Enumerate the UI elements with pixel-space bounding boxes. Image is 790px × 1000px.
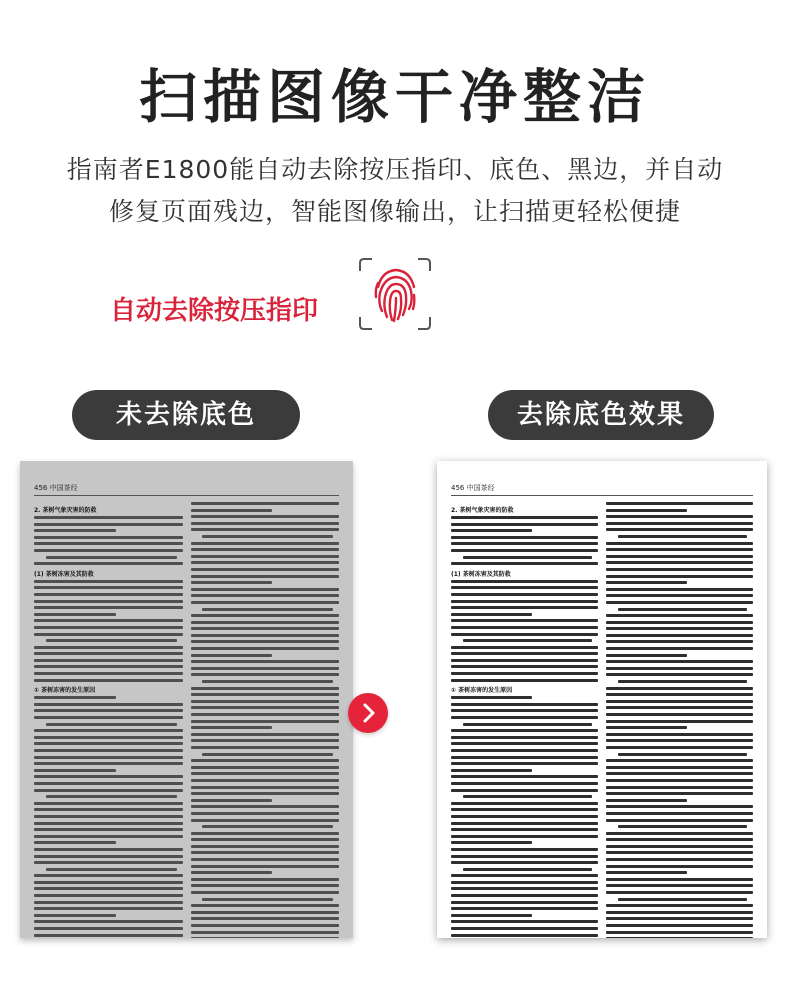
text-line (451, 679, 598, 682)
text-line (451, 729, 598, 732)
text-line (606, 548, 753, 551)
text-line (202, 825, 333, 828)
text-line (34, 652, 183, 655)
text-line (451, 633, 598, 636)
text-line (451, 828, 598, 831)
text-line (451, 696, 532, 699)
text-line (34, 580, 183, 583)
text-line (451, 536, 598, 539)
text-line (606, 759, 753, 762)
text-line (191, 865, 340, 868)
text-line (606, 746, 753, 749)
text-line (451, 580, 598, 583)
text-line (191, 931, 340, 934)
text-line (34, 822, 183, 825)
text-line (191, 871, 273, 874)
text-line (606, 654, 687, 657)
text-line (191, 812, 340, 815)
text-line (606, 733, 753, 736)
text-line (451, 881, 598, 884)
text-line (451, 914, 532, 917)
text-line (191, 673, 340, 676)
text-line (606, 581, 687, 584)
text-line (606, 904, 753, 907)
document-after (437, 461, 767, 938)
text-line (606, 766, 753, 769)
text-line (34, 626, 183, 629)
text-line (451, 749, 598, 752)
text-line (34, 516, 183, 519)
text-line (191, 667, 340, 670)
text-line (451, 665, 598, 668)
text-line (191, 706, 340, 709)
text-line (34, 789, 183, 792)
text-line (451, 736, 598, 739)
text-line (606, 667, 753, 670)
fingerprint-label: 自动去除按压指印 (110, 296, 319, 326)
text-line (451, 716, 598, 719)
chevron-right-icon (348, 693, 388, 733)
text-line (451, 659, 598, 662)
text-line (34, 586, 183, 589)
text-line (34, 769, 116, 772)
text-line (606, 832, 753, 835)
text-line (606, 819, 753, 822)
text-line (451, 586, 598, 589)
text-line (451, 775, 598, 778)
text-line (451, 841, 532, 844)
text-line (191, 654, 273, 657)
text-line (191, 640, 340, 643)
text-line (451, 593, 598, 596)
doc-column-right (191, 502, 340, 938)
text-line (606, 588, 753, 591)
text-line (606, 739, 753, 742)
text-line (34, 802, 183, 805)
text-line (191, 660, 340, 663)
text-line (606, 845, 753, 848)
text-line (606, 805, 753, 808)
text-line (606, 502, 753, 505)
text-line (606, 858, 753, 861)
text-line (606, 528, 753, 531)
text-line (606, 937, 753, 938)
text-line (191, 792, 340, 795)
text-line (451, 802, 598, 805)
text-line (34, 613, 116, 616)
text-line (606, 561, 753, 564)
text-line (606, 838, 753, 841)
text-line (191, 548, 340, 551)
text-line (34, 679, 183, 682)
text-line (46, 868, 177, 871)
text-line (451, 927, 598, 930)
text-line (46, 556, 177, 559)
text-line (191, 509, 273, 512)
text-line (451, 703, 598, 706)
text-line (34, 920, 183, 923)
text-line (606, 931, 753, 934)
text-line (606, 509, 687, 512)
document-before (20, 461, 353, 938)
text-line (191, 937, 340, 938)
text-line (46, 795, 177, 798)
text-line (34, 907, 183, 910)
text-line (191, 832, 340, 835)
text-line (191, 528, 340, 531)
text-line (191, 693, 340, 696)
text-line (606, 799, 687, 802)
text-line (606, 911, 753, 914)
text-line (618, 825, 747, 828)
text-line (463, 639, 592, 642)
text-line (618, 898, 747, 901)
doc-header: 456 中国茶经 (34, 483, 339, 496)
text-line (34, 934, 183, 937)
text-line (451, 549, 598, 552)
text-line (34, 775, 183, 778)
subtitle-line-1: 指南者E1800能自动去除按压指印、底色、黑边，并自动 (66, 155, 724, 184)
text-line (606, 851, 753, 854)
text-line (191, 575, 340, 578)
text-line (606, 673, 753, 676)
text-line (34, 815, 183, 818)
text-line (451, 874, 598, 877)
text-line (618, 753, 747, 756)
text-line (34, 762, 183, 765)
text-line (451, 529, 532, 532)
text-line (451, 848, 598, 851)
text-line (606, 634, 753, 637)
text-line (451, 672, 598, 675)
doc-heading: 2. 茶树气象灾害的防救 (451, 507, 514, 514)
text-line (34, 782, 183, 785)
text-line (451, 619, 598, 622)
text-line (191, 720, 340, 723)
text-line (618, 608, 747, 611)
text-line (191, 904, 340, 907)
text-line (606, 700, 753, 703)
text-line (34, 841, 116, 844)
text-line (451, 769, 532, 772)
text-line (191, 779, 340, 782)
text-line (191, 772, 340, 775)
text-line (34, 894, 183, 897)
text-line (606, 812, 753, 815)
text-line (606, 555, 753, 558)
doc-column-right (606, 502, 753, 938)
text-line (606, 917, 753, 920)
text-line (451, 613, 532, 616)
text-line (34, 696, 116, 699)
text-line (451, 887, 598, 890)
fingerprint-icon (358, 257, 432, 331)
text-line (606, 614, 753, 617)
text-line (451, 523, 598, 526)
doc-column-left (451, 502, 598, 938)
text-line (618, 535, 747, 538)
text-line (451, 516, 598, 519)
text-line (451, 822, 598, 825)
text-line (191, 726, 273, 729)
text-line (202, 535, 333, 538)
text-line (191, 581, 273, 584)
text-line (34, 887, 183, 890)
text-line (34, 861, 183, 864)
text-line (463, 868, 592, 871)
text-line (451, 920, 598, 923)
text-line (606, 542, 753, 545)
text-line (451, 652, 598, 655)
text-line (191, 851, 340, 854)
text-line (34, 665, 183, 668)
text-line (191, 786, 340, 789)
text-line (191, 621, 340, 624)
text-line (451, 562, 598, 565)
doc-heading: (1) 茶树冻害及其防救 (451, 570, 511, 578)
text-line (606, 792, 753, 795)
doc-column-left (34, 502, 183, 938)
text-line (451, 861, 598, 864)
text-line (46, 723, 177, 726)
text-line (34, 646, 183, 649)
text-line (606, 621, 753, 624)
text-line (451, 855, 598, 858)
text-line (34, 659, 183, 662)
text-line (191, 614, 340, 617)
text-line (606, 575, 753, 578)
text-line (191, 627, 340, 630)
text-line (451, 756, 598, 759)
text-line (34, 716, 183, 719)
text-line (191, 838, 340, 841)
text-line (191, 878, 340, 881)
text-line (34, 756, 183, 759)
subtitle-line-2: 修复页面残边，智能图像输出，让扫描更轻松便捷 (108, 197, 681, 226)
text-line (191, 601, 340, 604)
text-line (191, 766, 340, 769)
text-line (606, 720, 753, 723)
text-line (191, 594, 340, 597)
text-line (191, 568, 340, 571)
text-line (34, 874, 183, 877)
text-line (34, 529, 116, 532)
text-line (606, 522, 753, 525)
text-line (34, 808, 183, 811)
text-line (191, 746, 340, 749)
doc-heading: (1) 茶树冻害及其防救 (34, 570, 94, 578)
text-line (202, 898, 333, 901)
text-line (34, 927, 183, 930)
text-line (191, 515, 340, 518)
text-line (451, 901, 598, 904)
text-line (606, 865, 753, 868)
text-line (34, 606, 183, 609)
text-line (606, 878, 753, 881)
text-line (34, 749, 183, 752)
text-line (46, 639, 177, 642)
text-line (606, 924, 753, 927)
text-line (191, 502, 340, 505)
text-line (34, 709, 183, 712)
text-line (202, 680, 333, 683)
text-line (606, 647, 753, 650)
text-line (606, 515, 753, 518)
text-line (606, 786, 753, 789)
doc-heading: 2. 茶树气象灾害的防救 (34, 507, 97, 514)
text-line (463, 723, 592, 726)
text-line (34, 742, 183, 745)
text-line (191, 542, 340, 545)
text-line (34, 536, 183, 539)
text-line (618, 680, 747, 683)
text-line (191, 924, 340, 927)
text-line (451, 782, 598, 785)
text-line (451, 789, 598, 792)
text-line (191, 733, 340, 736)
text-line (606, 713, 753, 716)
text-line (606, 726, 687, 729)
text-line (191, 805, 340, 808)
text-line (202, 608, 333, 611)
text-line (451, 606, 598, 609)
text-line (34, 549, 183, 552)
page-title: 扫描图像干净整洁 (138, 63, 651, 131)
after-label: 去除底色效果 (488, 390, 714, 440)
text-line (606, 594, 753, 597)
text-line (606, 706, 753, 709)
text-line (34, 848, 183, 851)
text-line (191, 845, 340, 848)
text-line (34, 855, 183, 858)
text-line (451, 709, 598, 712)
text-line (191, 647, 340, 650)
text-line (463, 556, 592, 559)
text-line (34, 593, 183, 596)
text-line (34, 703, 183, 706)
text-line (34, 600, 183, 603)
text-line (34, 914, 116, 917)
text-line (606, 693, 753, 696)
text-line (191, 561, 340, 564)
doc-header: 456 中国茶经 (451, 483, 753, 496)
text-line (191, 713, 340, 716)
text-line (34, 523, 183, 526)
text-line (451, 646, 598, 649)
text-line (606, 871, 687, 874)
text-line (606, 772, 753, 775)
text-line (191, 700, 340, 703)
text-line (191, 588, 340, 591)
text-line (34, 835, 183, 838)
text-line (34, 881, 183, 884)
doc-heading: ① 茶树冻害的发生原因 (451, 687, 513, 695)
text-line (191, 917, 340, 920)
text-line (34, 562, 183, 565)
text-line (451, 742, 598, 745)
text-line (191, 739, 340, 742)
text-line (34, 828, 183, 831)
text-line (606, 568, 753, 571)
text-line (191, 687, 340, 690)
text-line (191, 555, 340, 558)
text-line (463, 795, 592, 798)
text-line (191, 911, 340, 914)
text-line (34, 619, 183, 622)
text-line (606, 601, 753, 604)
text-line (451, 600, 598, 603)
text-line (191, 884, 340, 887)
text-line (191, 891, 340, 894)
text-line (451, 815, 598, 818)
before-label: 未去除底色 (72, 390, 300, 440)
text-line (451, 542, 598, 545)
text-line (191, 858, 340, 861)
text-line (606, 627, 753, 630)
doc-heading: ① 茶树冻害的发生原因 (34, 687, 96, 695)
text-line (34, 736, 183, 739)
text-line (34, 729, 183, 732)
text-line (606, 884, 753, 887)
text-line (34, 633, 183, 636)
text-line (202, 753, 333, 756)
text-line (606, 640, 753, 643)
text-line (451, 934, 598, 937)
text-line (451, 626, 598, 629)
text-line (451, 835, 598, 838)
text-line (34, 542, 183, 545)
text-line (606, 660, 753, 663)
text-line (606, 891, 753, 894)
text-line (34, 901, 183, 904)
text-line (451, 894, 598, 897)
text-line (606, 779, 753, 782)
text-line (191, 799, 273, 802)
text-line (451, 762, 598, 765)
text-line (191, 759, 340, 762)
text-line (606, 687, 753, 690)
text-line (451, 907, 598, 910)
text-line (34, 672, 183, 675)
text-line (191, 522, 340, 525)
text-line (451, 808, 598, 811)
text-line (191, 634, 340, 637)
text-line (191, 819, 340, 822)
